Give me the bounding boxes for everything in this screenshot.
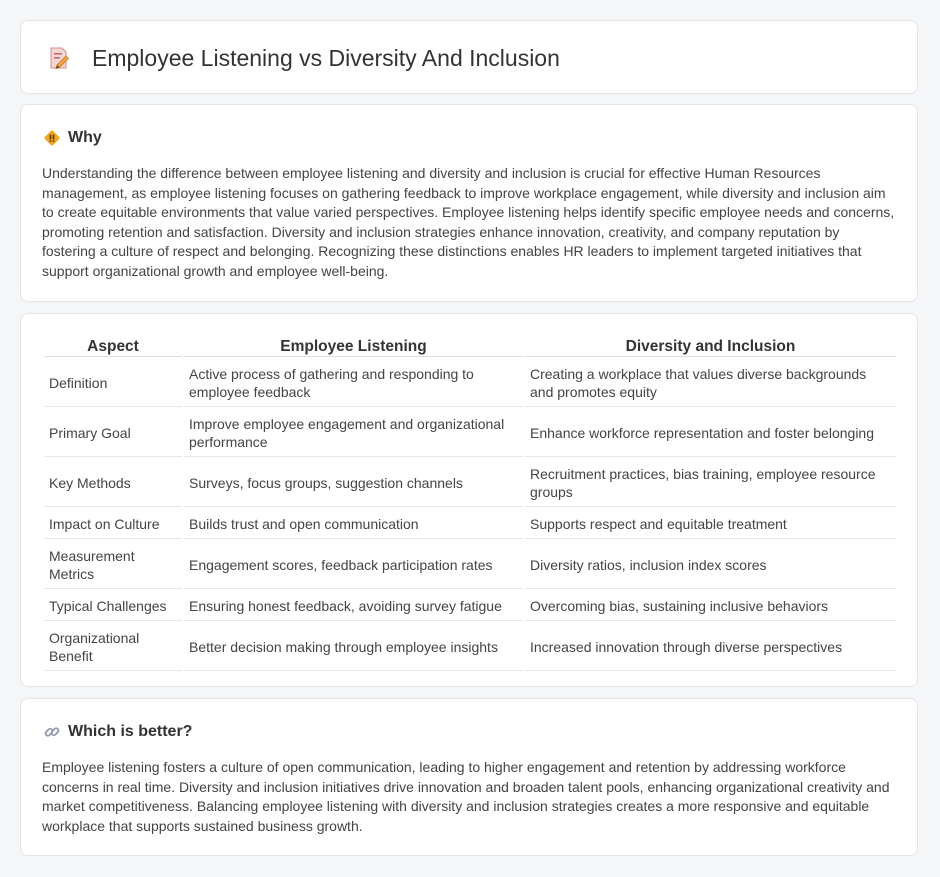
link-icon	[43, 723, 61, 741]
table-row	[44, 623, 896, 671]
row-diversity-inclusion: Overcoming bias, sustaining inclusive behaviors	[525, 591, 896, 621]
row-employee-listening: Builds trust and open communication	[184, 509, 523, 539]
row-employee-listening: Ensuring honest feedback, avoiding survey fatigue	[184, 591, 523, 621]
row-employee-listening: Better decision making through employee insights	[184, 623, 523, 671]
table-row	[44, 459, 896, 507]
row-aspect: Definition	[44, 359, 182, 407]
diamond-warning-icon	[43, 129, 61, 147]
table-row	[44, 541, 896, 589]
why-body: Understanding the difference between employee listening and diversity and inclusion is crucial for effective Human Resources management, as employee listening focuses on gathering feedback to improve workplace engagement, while diversity and inclusion aim to create equitable environments that value varied perspectives. Employee listening helps identify specific employee needs and concerns, promoting retention and satisfaction. Diversity and inclusion strategies enhance innovation, creativity, and company reputation by fostering a culture of respect and belonging. Recognizing these distinctions enables HR leaders to implement targeted initiatives that support organizational growth and employee well-being.	[42, 165, 895, 279]
header-employee-listening: Employee Listening	[184, 338, 523, 357]
row-diversity-inclusion: Recruitment practices, bias training, employee resource groups	[525, 459, 896, 507]
better-heading-row	[43, 721, 192, 743]
table-header-row	[44, 338, 896, 357]
row-diversity-inclusion: Enhance workforce representation and foster belonging	[525, 409, 896, 457]
table-row	[44, 409, 896, 457]
row-aspect: Measurement Metrics	[44, 541, 182, 589]
table-row	[44, 509, 896, 539]
why-heading: Why	[68, 129, 102, 146]
header-diversity-inclusion: Diversity and Inclusion	[525, 338, 896, 357]
row-aspect: Key Methods	[44, 459, 182, 507]
table-row	[44, 591, 896, 621]
row-employee-listening: Improve employee engagement and organizational performance	[184, 409, 523, 457]
row-diversity-inclusion: Supports respect and equitable treatment	[525, 509, 896, 539]
row-aspect: Organizational Benefit	[44, 623, 182, 671]
row-diversity-inclusion: Increased innovation through diverse perspectives	[525, 623, 896, 671]
header-aspect: Aspect	[44, 338, 182, 357]
page-title: Employee Listening vs Diversity And Inclusion	[92, 45, 560, 71]
row-aspect: Primary Goal	[44, 409, 182, 457]
row-diversity-inclusion: Creating a workplace that values diverse backgrounds and promotes equity	[525, 359, 896, 407]
row-employee-listening: Surveys, focus groups, suggestion channels	[184, 459, 523, 507]
better-heading: Which is better?	[68, 723, 193, 740]
better-body: Employee listening fosters a culture of open communication, leading to higher engagement and retention by addressing workforce concerns in real time. Diversity and inclusion initiatives drive innovation and broaden talent pools, enhancing organizational creativity and market competitiveness. Balancing employee listening with diversity and inclusion strategies creates a more responsive and equitable workplace that supports sustained business growth.	[42, 759, 890, 834]
document-edit-icon	[47, 46, 71, 70]
row-aspect: Typical Challenges	[44, 591, 182, 621]
comparison-table	[42, 336, 898, 673]
row-diversity-inclusion: Diversity ratios, inclusion index scores	[525, 541, 896, 589]
title-card	[20, 20, 918, 94]
why-section	[20, 104, 918, 302]
row-employee-listening: Engagement scores, feedback participation rates	[184, 541, 523, 589]
table-row	[44, 359, 896, 407]
row-aspect: Impact on Culture	[44, 509, 182, 539]
which-better-section	[20, 698, 918, 856]
why-heading-row	[43, 127, 102, 149]
comparison-section	[20, 313, 918, 687]
row-employee-listening: Active process of gathering and responding to employee feedback	[184, 359, 523, 407]
